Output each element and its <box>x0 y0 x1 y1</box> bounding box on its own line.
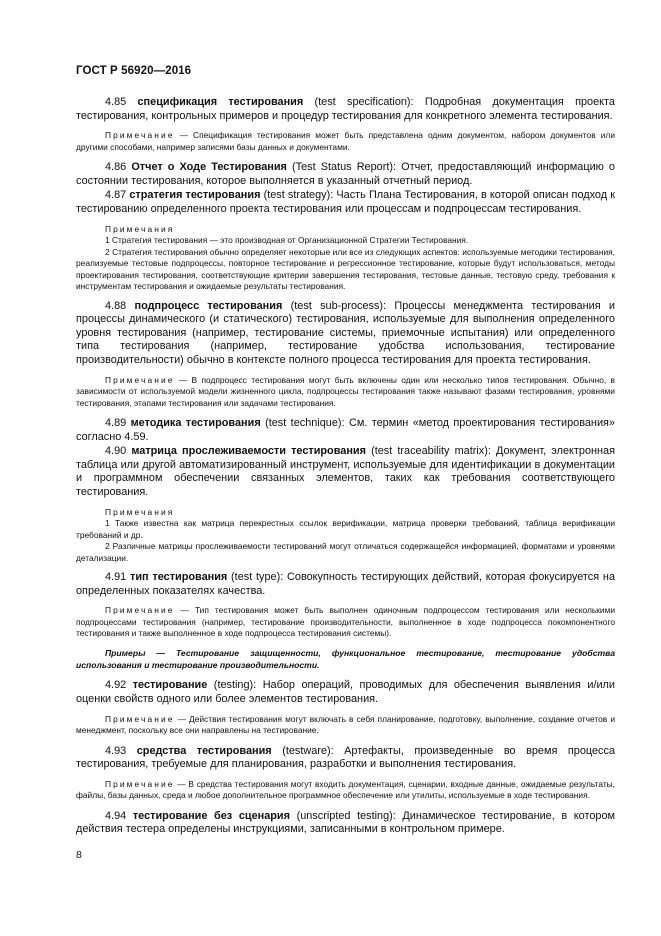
note-item: 1 Также известна как матрица перекрестных ссылок верификации, матрица проверки требований, таблица верификации требований и др. <box>76 518 615 540</box>
term-definition: (test technique): См. термин «метод проектирования тестирования» согласно 4.59. <box>76 417 615 443</box>
term-number: 4.88 <box>105 299 127 312</box>
term-definition: (test strategy): Часть Плана Тестирования, в которой описан подход к тестированию определенного проекта тестирования или процессам и подпроцессам тестирования. <box>76 189 616 215</box>
term-number: 4.91 <box>105 571 127 584</box>
note-label: Примечание <box>105 374 175 385</box>
term-definition: (test specification): Подробная документация проекта тестирования, контрольных примеров и процедур тестирования для конкретного элемента тестирования. <box>76 96 615 122</box>
notes-heading: Примечания <box>105 223 175 234</box>
note-4-92: Примечание — Действия тестирования могут включать в себя планирование, подготовку, выполнение, создание отчетов и менеджмент, поскольку все они направлены на тестирование. <box>76 713 615 736</box>
term-name: матрица прослеживаемости тестирования <box>131 445 366 458</box>
note-text: Спецификация тестирования может быть представлена одним документом, набором документов или другими способами, например записями базы данных и документами. <box>76 130 615 152</box>
note-text: Действия тестирования могут включать в себя планирование, подготовку, выполнение, создание отчетов и менеджмент, поскольку все они направлены на тестирование. <box>76 713 615 736</box>
note-item: 2 Стратегия тестирования обычно определяет некоторые или все из следующих аспектов: используемые методики тестирования, реализуемые тестовые подпроцессы, повторное тестирование и регрессионное тестирование, которые будут использоваться, методы проектирования тестирования, соответствующие критерии завершения тестирования, тестовые данные, тестовую среду, требования к инструментам тестирования и ожидаемые результаты тестирования. <box>76 246 615 292</box>
note-4-93: Примечание — В средства тестирования могут входить документация, сценарии, входные данные, ожидаемые результаты, файлы, базы данных, среда и любое дополнительное программное обеспечение или утилиты, используемые в ходе тестирования. <box>76 778 615 801</box>
notes-4-87 <box>76 224 615 293</box>
term-name: спецификация тестирования <box>137 96 304 108</box>
note-label: Примечание <box>105 130 175 141</box>
note-label: Примечание <box>105 778 175 789</box>
note-item: 1 Стратегия тестирования — это производная от Организационной Стратегии Тестирования. <box>105 235 469 246</box>
term-number: 4.87 <box>105 189 127 202</box>
term-name: методика тестирования <box>130 417 261 430</box>
term-definition: (test type): Совокупность тестирующих действий, которая фокусируется на определенных показателях качества. <box>76 571 615 597</box>
term-definition: (unscripted testing): Динамическое тестирование, в котором действия тестера определены инструкциями, записанными в контрольном примере. <box>76 809 615 836</box>
term-name: тестирование без сценария <box>132 809 290 822</box>
note-label: Примечание <box>105 713 175 724</box>
term-4-88 <box>76 300 615 368</box>
term-4-92 <box>76 679 615 706</box>
term-definition: (test traceability matrix): Документ, электронная таблица или другой автоматизированный инструмент, используемые для идентификации в документации и программном обеспечении связанных элементов, таких как требования соответствующего тестирования. <box>76 445 615 498</box>
term-4-87 <box>76 189 615 216</box>
term-number: 4.85 <box>105 96 127 108</box>
note-label: Примечание <box>105 605 175 616</box>
term-name: средства тестирования <box>136 744 272 757</box>
examples-4-91: Примеры — Тестирование защищенности, функциональное тестирование, тестирование удобства использования и тестирование производительности. <box>76 647 615 670</box>
term-definition: (Test Status Report): Отчет, предоставляющий информацию о состоянии тестирования, которое выполняется в указанный отчетный период. <box>76 161 615 187</box>
page-content <box>76 96 615 844</box>
term-4-89 <box>76 417 615 444</box>
term-number: 4.86 <box>105 161 127 174</box>
page-number: 8 <box>76 849 82 861</box>
term-number: 4.94 <box>105 809 127 822</box>
term-name: тип тестирования <box>130 571 228 584</box>
term-4-93 <box>76 745 615 772</box>
term-4-91 <box>76 571 615 598</box>
note-4-88: Примечание — В подпроцесс тестирования могут быть включены один или несколько типов тестирования. Обычно, в зависимости от используемой модели жизненного цикла, подпроцессы тестирования также называют фазами тестирования, уровнями тестирования, этапами тестирования или задачами тестирования. <box>76 374 615 408</box>
note-4-85: Примечание — Спецификация тестирования может быть представлена одним документом, набором документов или другими способами, например записями базы данных и документами. <box>76 130 615 152</box>
notes-heading: Примечания <box>105 506 175 517</box>
term-definition: (test sub-process): Процессы менеджмента тестирования и процессы динамического (и статического) тестирования, используемые для выполнения определенного уровня тестирования (например, тестирование системы, приемочные испытания) или определенного типа тестирования (например, тестирование удобства использования, тестирование производительности) обычно в контексте полного процесса тестирования для проекта тестирования. <box>76 299 615 366</box>
note-text: Тип тестирования может быть выполнен одиночным подпроцессом тестирования или несколькими подпроцессами тестирования (например, тестирование производительности, выполненное в ходе подпроцесса покомпонентного тестирования и также выполненное в ходе подпроцесса тестирования системы). <box>76 605 616 639</box>
term-4-85 <box>76 96 615 123</box>
term-definition: (testing): Набор операций, проводимых для обеспечения выявления и/или оценки свойств одного или более элементов тестирования. <box>76 679 615 705</box>
note-item: 2 Различные матрицы прослеживаемости тестирований могут отличаться содержащейся информацией, форматами и уровнями детализации. <box>76 541 615 563</box>
term-number: 4.92 <box>105 679 127 692</box>
note-text: В подпроцесс тестирования могут быть включены один или несколько типов тестирования. Обычно, в зависимости от используемой модели жизненного цикла, подпроцессы тестирования также называют фазами тестирования, уровнями тестирования, этапами тестирования или задачами тестирования. <box>76 374 615 408</box>
term-4-86 <box>76 161 615 188</box>
term-name: тестирование <box>132 679 208 692</box>
term-number: 4.93 <box>105 744 127 757</box>
term-4-94 <box>76 810 615 837</box>
term-name: подпроцесс тестирования <box>134 299 283 312</box>
term-number: 4.89 <box>105 417 127 430</box>
term-definition: (testware): Артефакты, произведенные во время процесса тестирования, требуемые для планирования, разработки и выполнения тестирования. <box>76 744 616 771</box>
document-header: ГОСТ Р 56920—2016 <box>76 65 192 77</box>
note-4-91: Примечание — Тип тестирования может быть выполнен одиночным подпроцессом тестирования или несколькими подпроцессами тестирования (например, тестирование производительности, выполненное в ходе подпроцесса покомпонентного тестирования и также выполненное в ходе подпроцесса тестирования системы). <box>76 605 616 639</box>
notes-4-90 <box>76 507 615 565</box>
term-number: 4.90 <box>105 445 127 458</box>
note-text: В средства тестирования могут входить документация, сценарии, входные данные, ожидаемые результаты, файлы, базы данных, среда и любое дополнительное программное обеспечение или утилиты, используемые в ходе тестирования. <box>76 778 615 801</box>
term-name: стратегия тестирования <box>129 189 261 202</box>
term-name: Отчет о Ходе Тестирования <box>131 161 287 174</box>
term-4-90 <box>76 445 615 499</box>
